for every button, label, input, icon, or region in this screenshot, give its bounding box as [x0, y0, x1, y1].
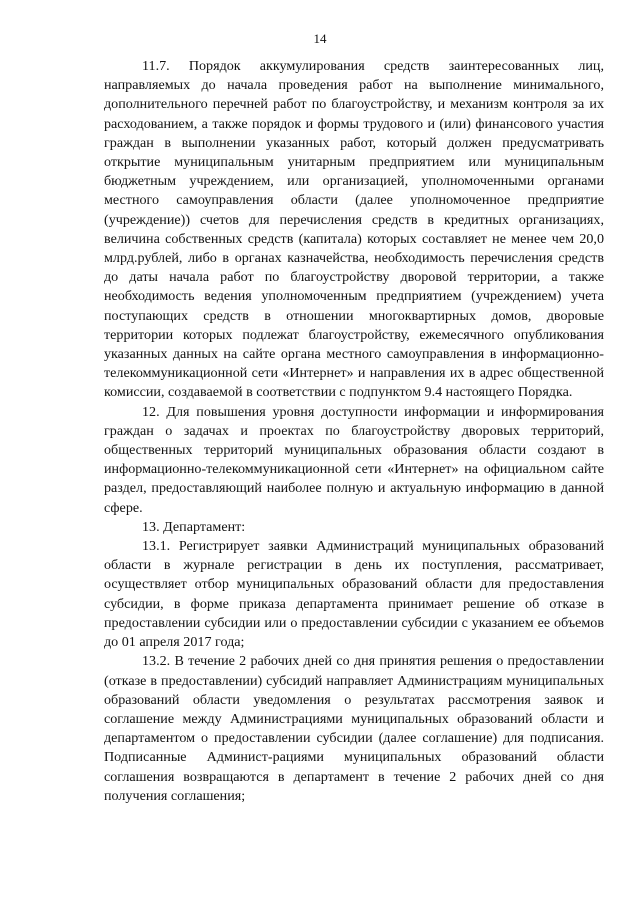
document-body	[104, 57, 604, 806]
paragraph-12: 12. Для повышения уровня доступности информации и информирования граждан о задачах и проектах по благоустройству дворовых территорий, общественных территорий муниципальных образования области создают в информационно-телекоммуникационной сети «Интернет» на официальном сайте раздел, предоставляющий наиболее полную и актуальную информацию в данной сфере.	[104, 403, 604, 516]
paragraph-11-7: 11.7. Порядок аккумулирования средств заинтересованных лиц, направляемых до начала проведения работ на выполнение минимального, дополнительного перечней работ по благоустройству, и механизм контроля за их расходованием, а также порядок и формы трудового и (или) финансового участия граждан в выполнении указанных работ, который должен предусматривать открытие муниципальным унитарным предприятием или муниципальным бюджетным учреждением, или организацией, уполномоченными органами местного самоуправления области (далее уполномоченное предприятие (учреждение)) счетов для перечисления средств в кредитных организациях, величина собственных средств (капитала) которых составляет не менее чем 20,0 млрд.рублей, либо в органах казначейства, необходимость перечисления средств до даты начала работ по благоустройству дворовой территории, а также необходимость ведения уполномоченным предприятием (учреждением) учета поступающих средств в отношении многоквартирных домов, дворовые территории которых подлежат благоустройству, ежемесячного опубликования указанных данных на сайте органа местного самоуправления в информационно-телекоммуникационной сети «Интернет» и направления их в адрес общественной комиссии, создаваемой в соответствии с подпунктом 9.4 настоящего Порядка.	[104, 58, 604, 401]
paragraph-13-1: 13.1. Регистрирует заявки Администраций муниципальных образований области в журнале регистрации в день их поступления, рассматривает, осуществляет отбор муниципальных образований области для предоставления субсидии, в форме приказа департамента принимает решение об отказе в предоставлении субсидии или о предоставлении субсидии с указанием ее объемов до 01 апреля 2017 года;	[104, 538, 604, 651]
page-number: 14	[313, 31, 327, 46]
paragraph-13-2: 13.2. В течение 2 рабочих дней со дня принятия решения о предоставлении (отказе в предоставлении) субсидий направляет Администрациям муниципальных образований области уведомления о результатах рассмотрения заявок и соглашение между Администрациями муниципальных образований области и департаментом о предоставлении субсидии (далее соглашение) для подписания. Подписанные Админист-рациями муниципальных образований области соглашения возвращаются в департамент в течение 2 рабочих дней со дня получения соглашения;	[104, 653, 604, 804]
paragraph-13-heading: 13. Департамент:	[142, 518, 246, 535]
